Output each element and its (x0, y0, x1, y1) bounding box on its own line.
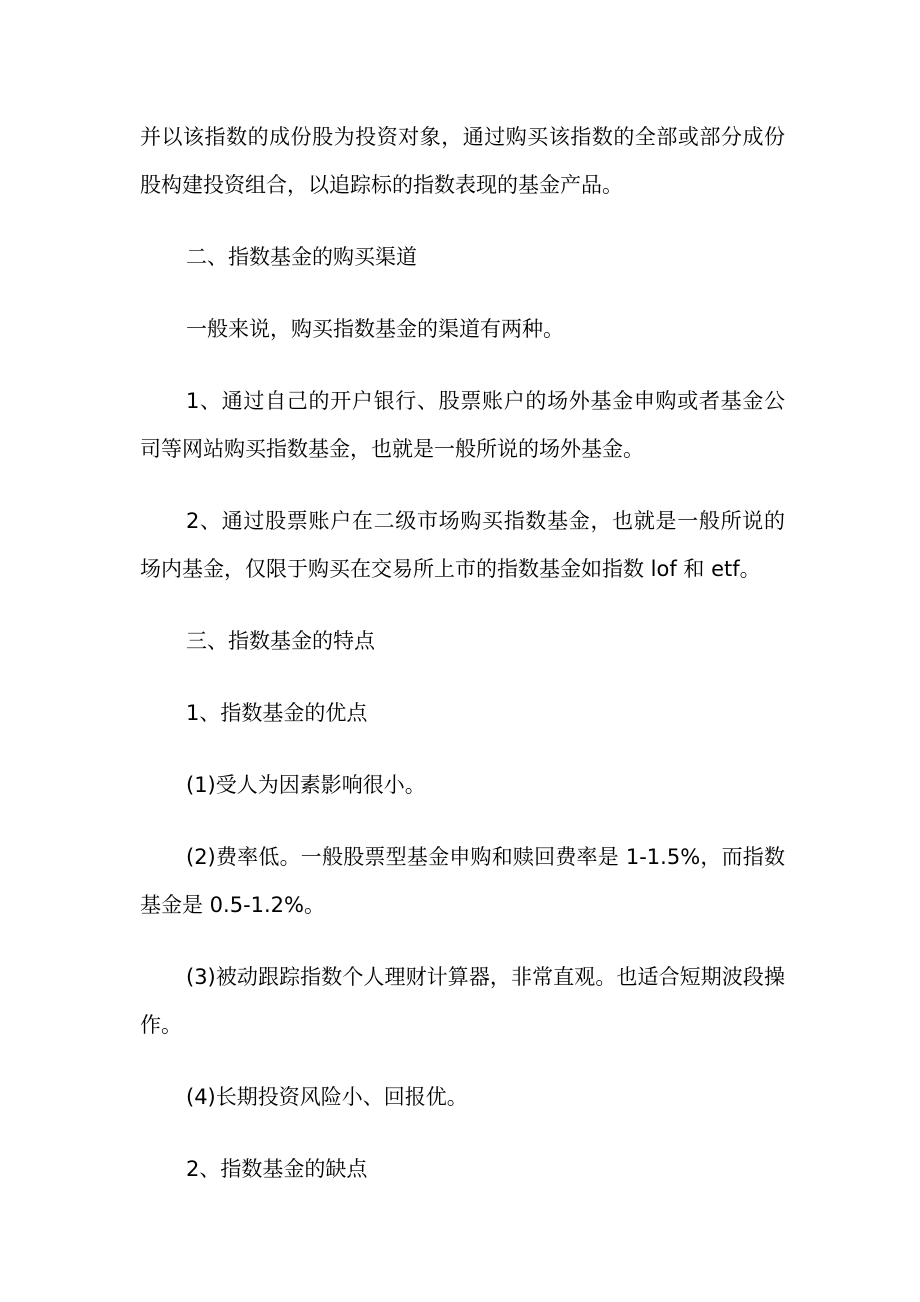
heading-purchase-channels: 二、指数基金的购买渠道 (186, 245, 417, 269)
heading-features: 三、指数基金的特点 (186, 629, 375, 653)
subheading-advantages: 1、指数基金的优点 (186, 701, 368, 725)
paragraph-channels-intro: 一般来说，购买指数基金的渠道有两种。 (186, 317, 564, 341)
advantage-item-2: (2)费率低。一般股票型基金申购和赎回费率是 1-1.5%，而指数基金是 0.5-1.2%。 (140, 845, 785, 917)
advantage-item-1: (1)受人为因素影响很小。 (186, 773, 426, 797)
paragraph-channel-1: 1、通过自己的开户银行、股票账户的场外基金申购或者基金公司等网站购买指数基金，也就是一般所说的场外基金。 (140, 389, 785, 461)
paragraph-channel-2: 2、通过股票账户在二级市场购买指数基金，也就是一般所说的场内基金，仅限于购买在交易所上市的指数基金如指数 lof 和 etf。 (140, 509, 785, 581)
advantage-item-4: (4)长期投资风险小、回报优。 (186, 1085, 468, 1109)
advantage-item-3: (3)被动跟踪指数个人理财计算器，非常直观。也适合短期波段操作。 (140, 965, 785, 1037)
subheading-disadvantages: 2、指数基金的缺点 (186, 1157, 368, 1181)
document-body (140, 113, 785, 1193)
paragraph-intro-continued: 并以该指数的成份股为投资对象，通过购买该指数的全部或部分成份股构建投资组合，以追踪标的指数表现的基金产品。 (140, 125, 785, 197)
